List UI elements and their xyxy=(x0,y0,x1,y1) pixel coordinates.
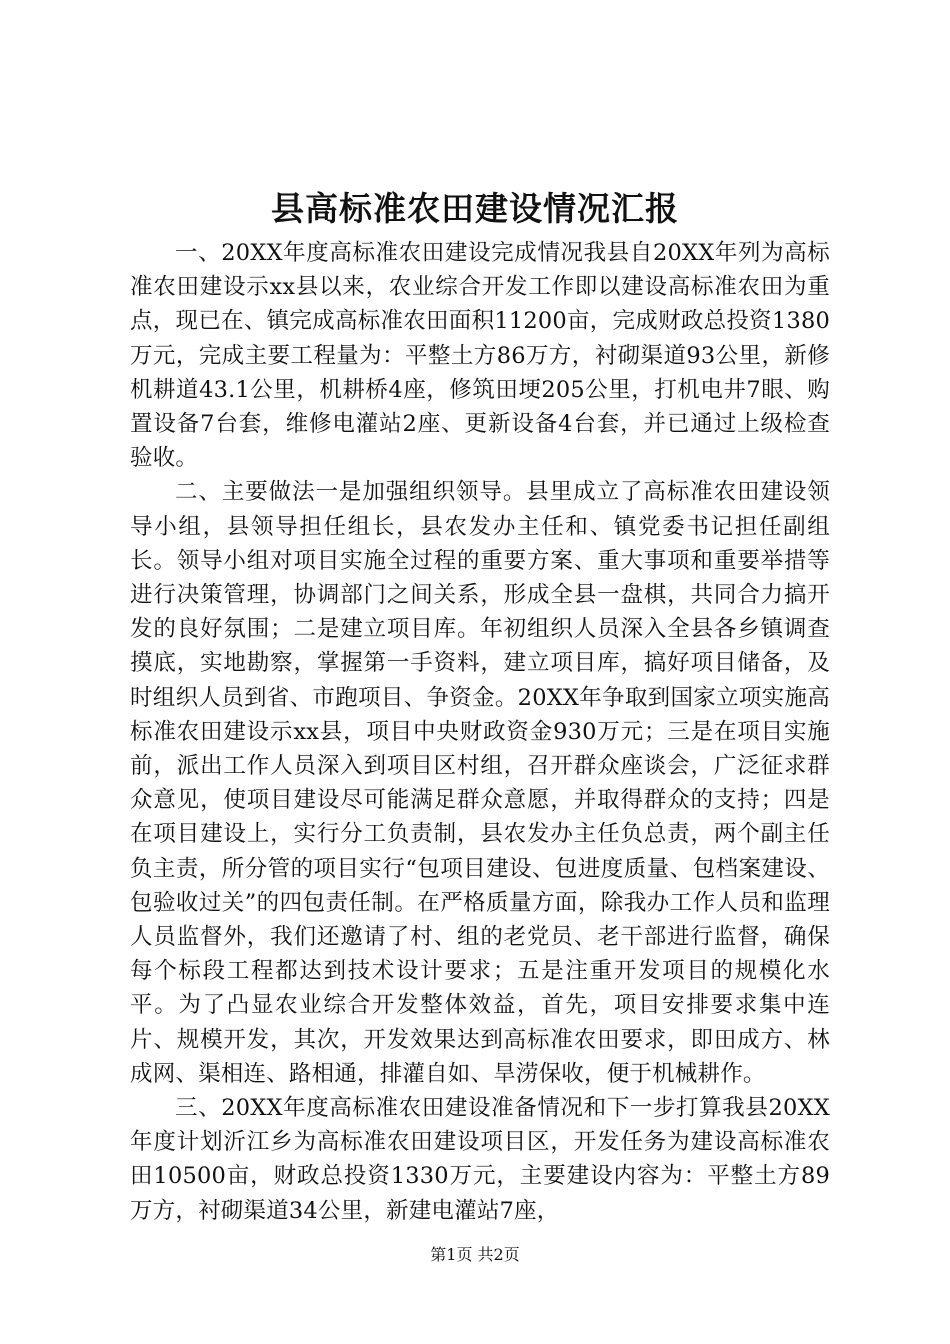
paragraph-completion-status: 一、20XX年度高标准农田建设完成情况我县自20XX年列为高标准农田建设示xx县以来，农业综合开发工作即以建设高标准农田为重点，现已在、镇完成高标准农田面积11200亩，完成财政总投资1380万元，完成主要工程量为：平整土方86万方，衬砌渠道93公里，新修机耕道43.1公里，机耕桥4座，修筑田埂205公里，打机电井7眼、购置设备7台套，维修电灌站2座、更新设备4台套，并已通过上级检查验收。 xyxy=(130,240,830,472)
page-footer: 第1页 共2页 xyxy=(430,1245,520,1264)
document-body xyxy=(130,236,830,1228)
paragraph-main-practices: 二、主要做法一是加强组织领导。县里成立了高标准农田建设领导小组，县领导担任组长，县农发办主任和、镇党委书记担任副组长。领导小组对项目实施全过程的重要方案、重大事项和重要举措等进行决策管理，协调部门之间关系，形成全县一盘棋，共同合力搞开发的良好氛围；二是建立项目库。年初组织人员深入全县各乡镇调查摸底，实地勘察，掌握第一手资料，建立项目库，搞好项目储备，及时组织人员到省、市跑项目、争资金。20XX年争取到国家立项实施高标准农田建设示xx县，项目中央财政资金930万元；三是在项目实施前，派出工作人员深入到项目区村组，召开群众座谈会，广泛征求群众意见，使项目建设尽可能满足群众意愿，并取得群众的支持；四是在项目建设上，实行分工负责制，县农发办主任负总责，两个副主任负主责，所分管的项目实行“包项目建设、包进度质量、包档案建设、包验收过关”的四包责任制。在严格质量方面，除我办工作人员和监理人员监督外，我们还邀请了村、组的老党员、老干部进行监督，确保每个标段工程都达到技术设计要求；五是注重开发项目的规模化水平。为了凸显农业综合开发整体效益，首先，项目安排要求集中连片、规模开发，其次，开发效果达到高标准农田要求，即田成方、林成网、渠相连、路相通，排灌自如、旱涝保收，便于机械耕作。 xyxy=(130,479,830,1087)
paragraph-preparation-plan: 三、20XX年度高标准农田建设准备情况和下一步打算我县20XX年度计划沂江乡为高标准农田建设项目区，开发任务为建设高标准农田10500亩，财政总投资1330万元，主要建设内容为：平整土方89万方，衬砌渠道34公里，新建电灌站7座， xyxy=(130,1095,830,1224)
document-title: 县高标准农田建设情况汇报 xyxy=(271,189,679,228)
